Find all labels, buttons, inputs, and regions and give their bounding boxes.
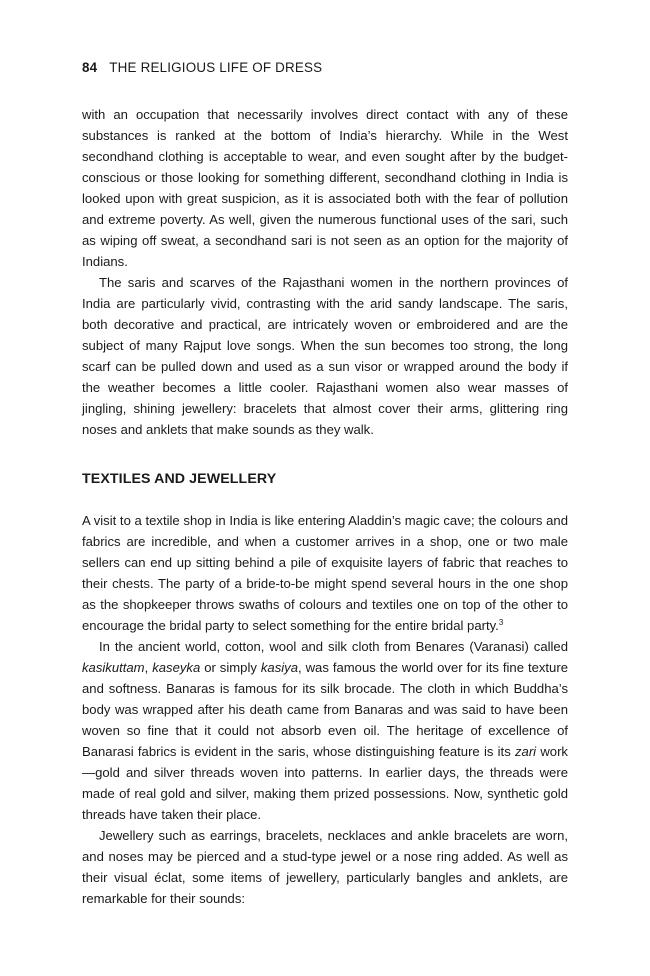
page-number: 84 xyxy=(82,60,98,75)
paragraph-secondhand-clothing: with an occupation that necessarily involves direct contact with any of these substances is ranked at the bottom of India’s hierarchy. While in the West secondhand clothing is acceptable to wear, and even sought after by the budget-conscious or those looking for something different, secondhand clothing in India is looked upon with great suspicion, as it is associated both with the fear of pollution and extreme poverty. As well, given the numerous functional uses of the sari, such as wiping off sweat, a secondhand sari is not seen as an option for the majority of Indians. xyxy=(82,107,568,269)
italic-term: zari xyxy=(514,744,537,759)
text-run: In the ancient world, cotton, wool and silk cloth from Benares (Varanasi) called xyxy=(99,639,568,654)
running-header xyxy=(82,60,322,75)
italic-term: kaseyka xyxy=(152,660,201,675)
footnote-ref: 3 xyxy=(498,618,504,627)
text-run: or simply xyxy=(200,660,261,675)
paragraph-textile-shop-text: A visit to a textile shop in India is like entering Aladdin’s magic cave; the colours and fabrics are incredible, and when a customer arrives in a shop, one or two male sellers can end up sitting behind a pile of exquisite layers of fabric that reaches to their chests. The party of a bride-to-be might spend several hours in the one shop as the shopkeeper throws swaths of colours and textiles one on top of the other to encourage the bridal party to select something for the entire bridal party. xyxy=(82,513,568,633)
italic-term: kasikuttam xyxy=(82,660,145,675)
text-block-top xyxy=(82,104,568,440)
text-run: , was famous the world over for its fine texture and softness. Banaras is famous for its silk brocade. The cloth in which Buddha’s body was wrapped after his death came from Banaras and was said to have been woven so fine that it could not absorb even oil. The heritage of excellence of Banarasi fabrics is evident in the saris, whose distinguishing feature is its xyxy=(82,660,568,759)
paragraph-textile-shop xyxy=(82,510,568,636)
text-run: , xyxy=(144,660,153,675)
italic-term: kasiya xyxy=(260,660,298,675)
paragraph-jewellery: Jewellery such as earrings, bracelets, necklaces and ankle bracelets are worn, and noses may be pierced and a stud-type jewel or a nose ring added. As well as their visual éclat, some items of jewellery, particularly bangles and anklets, are remarkable for their sounds: xyxy=(82,828,568,906)
section-heading: TEXTILES AND JEWELLERY xyxy=(82,471,277,487)
paragraph-benares-cloth xyxy=(82,636,568,825)
text-block-bottom xyxy=(82,510,568,909)
running-title: THE RELIGIOUS LIFE OF DRESS xyxy=(109,60,323,75)
paragraph-rajasthani-saris: The saris and scarves of the Rajasthani women in the northern provinces of India are particularly vivid, contrasting with the arid sandy landscape. The saris, both decorative and practical, are intricately woven or embroidered and are the subject of many Rajput love songs. When the sun becomes too strong, the long scarf can be pulled down and used as a sun visor or wrapped around the body if the weather becomes a little cooler. Rajasthani women also wear masses of jingling, shining jewellery: bracelets that almost cover their arms, glittering ring noses and anklets that make sounds as they walk. xyxy=(82,275,568,437)
text-run: work—gold and silver threads woven into patterns. In earlier days, the threads were made of real gold and silver, making them prized possessions. Now, synthetic gold threads have taken their place. xyxy=(82,744,568,822)
